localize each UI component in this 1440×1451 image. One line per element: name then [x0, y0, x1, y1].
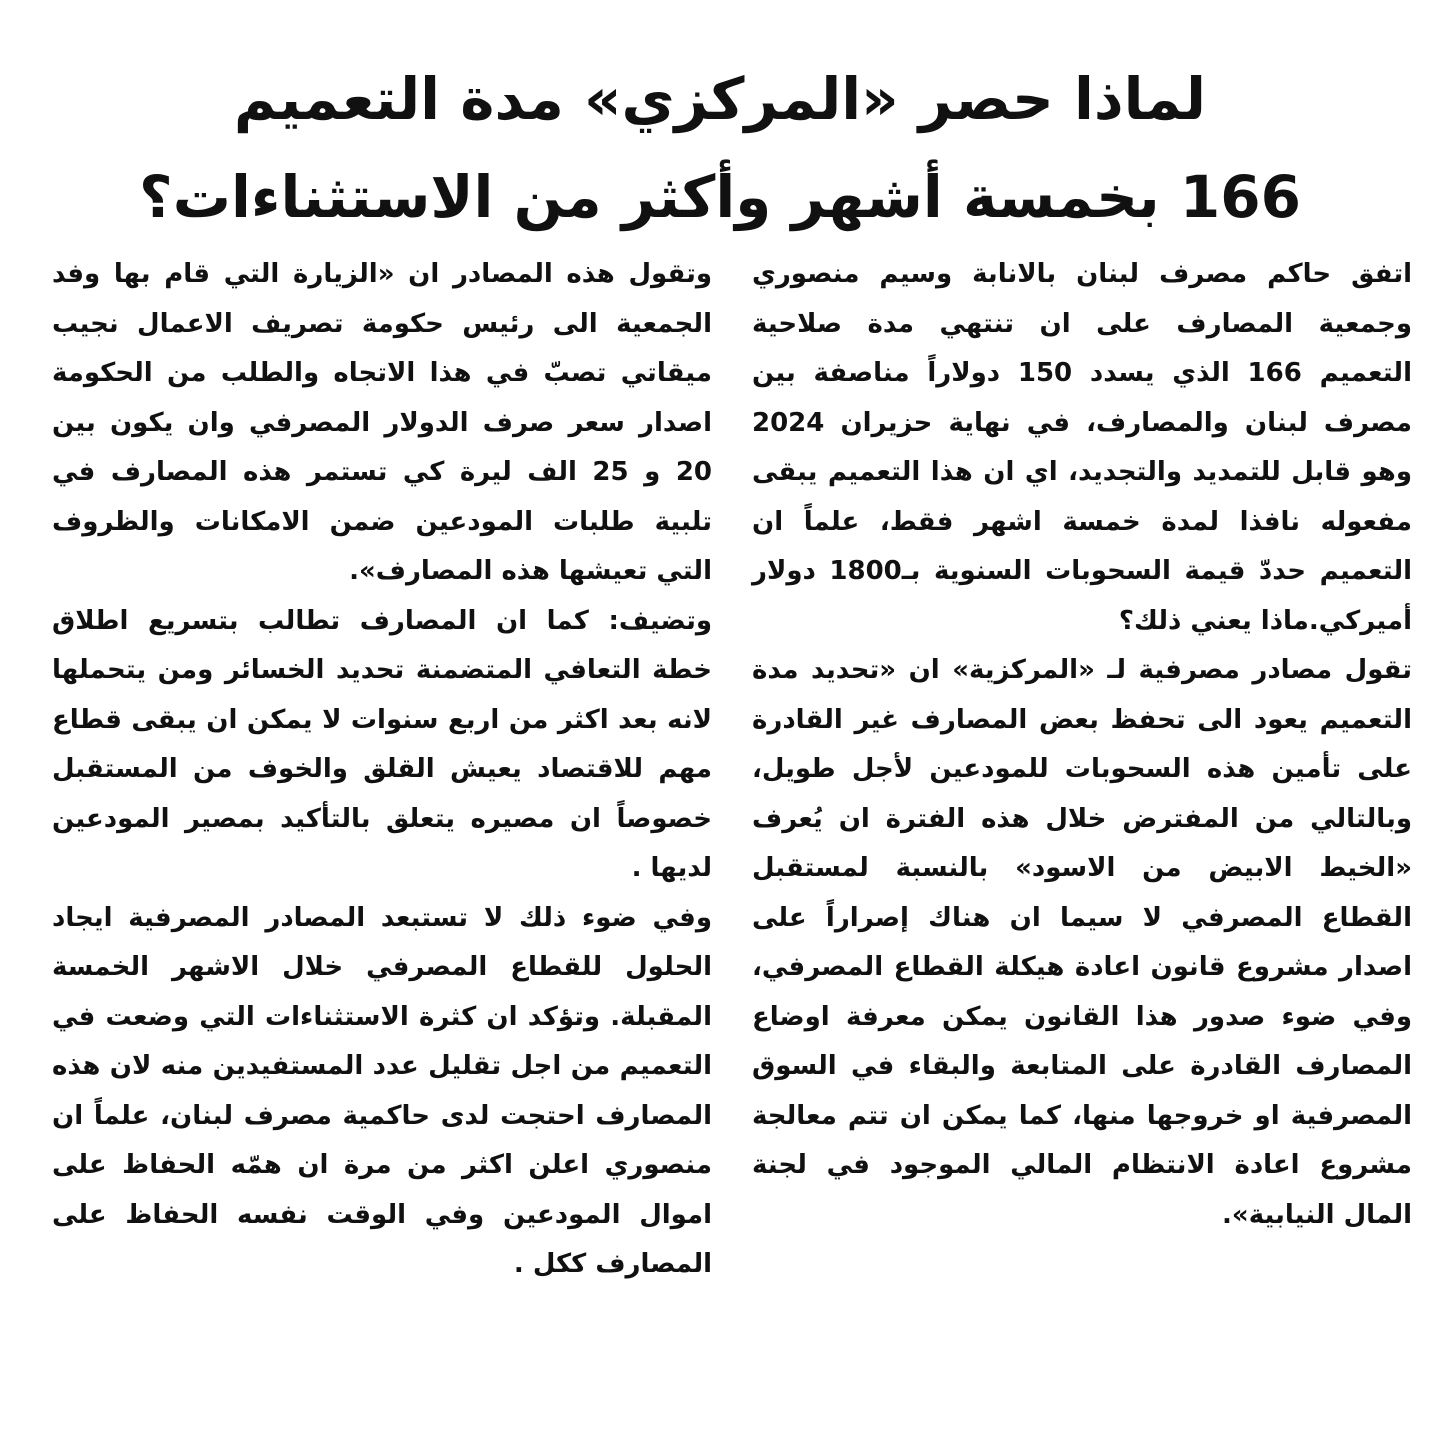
article-column-right [752, 250, 1412, 1240]
paragraph: تقول مصادر مصرفية لـ «المركزية» ان «تحديد مدة التعميم يعود الى تحفظ بعض المصارف غير القادرة على تأمين هذه السحوبات للمودعين لأجل طويل، وبالتالي من المفترض خلال هذه الفترة ان يُعرف «الخيط الابيض من الاسود» بالنسبة لمستقبل القطاع المصرفي لا سيما ان هناك إصراراً على اصدار مشروع قانون اعادة هيكلة القطاع المصرفي، وفي ضوء صدور هذا القانون يمكن معرفة اوضاع المصارف القادرة على المتابعة والبقاء في السوق المصرفية او خروجها منها، كما يمكن ان تتم معالجة مشروع اعادة الانتظام المالي الموجود في لجنة المال النيابية». [752, 655, 1412, 1230]
paragraph: وفي ضوء ذلك لا تستبعد المصادر المصرفية ايجاد الحلول للقطاع المصرفي خلال الاشهر الخمسة المقبلة. وتؤكد ان كثرة الاستثناءات التي وضعت في التعميم من اجل تقليل عدد المستفيدين منه لان هذه المصارف احتجت لدى حاكمية مصرف لبنان، علماً ان منصوري اعلن اكثر من مرة ان همّه الحفاظ على اموال المودعين وفي الوقت نفسه الحفاظ على المصارف ككل . [52, 902, 712, 1279]
paragraph: اتفق حاكم مصرف لبنان بالانابة وسيم منصوري وجمعية المصارف على ان تنتهي مدة صلاحية التعميم 166 الذي يسدد 150 دولاراً مناصفة بين مصرف لبنان والمصارف، في نهاية حزيران 2024 وهو قابل للتمديد والتجديد، اي ان هذا التعميم يبقى مفعوله نافذا لمدة خمسة اشهر فقط، علماً ان التعميم حددّ قيمة السحوبات السنوية بـ1800 دولار أميركي.ماذا يعني ذلك؟ [752, 259, 1412, 636]
article-headline [120, 50, 1320, 246]
headline-line-2: 166 بخمسة أشهر وأكثر من الاستثناءات؟ [139, 163, 1301, 231]
paragraph: وتضيف: كما ان المصارف تطالب بتسريع اطلاق خطة التعافي المتضمنة تحديد الخسائر ومن يتحملها لانه بعد اكثر من اربع سنوات لا يمكن ان يبقى قطاع مهم للاقتصاد يعيش القلق والخوف من المستقبل خصوصاً ان مصيره يتعلق بالتأكيد بمصير المودعين لديها . [52, 605, 712, 883]
headline-line-1: لماذا حصر «المركزي» مدة التعميم [233, 65, 1207, 133]
paragraph: وتقول هذه المصادر ان «الزيارة التي قام بها وفد الجمعية الى رئيس حكومة تصريف الاعمال نجيب ميقاتي تصبّ في هذا الاتجاه والطلب من الحكومة اصدار سعر صرف الدولار المصرفي وان يكون بين 20 و 25 الف ليرة كي تستمر هذه المصارف في تلبية طلبات المودعين ضمن الامكانات والظروف التي تعيشها هذه المصارف». [52, 259, 712, 586]
article-column-left [52, 250, 712, 1290]
